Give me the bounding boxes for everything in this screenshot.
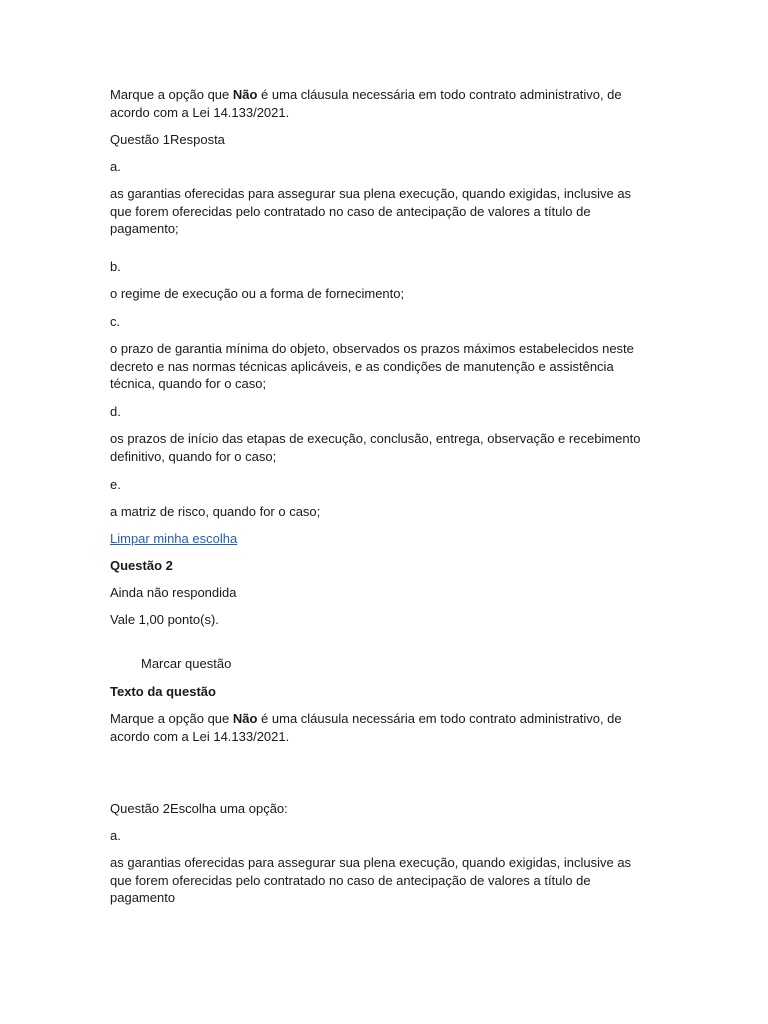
prompt-text: Marque a opção que [110,87,233,102]
option-letter-c[interactable]: c. [110,314,121,329]
prompt-text: Marque a opção que [110,711,233,726]
option-text-d[interactable]: os prazos de início das etapas de execução, conclusão, entrega, observação e recebimento definitivo, quando for o caso; [110,431,641,464]
option-letter-d[interactable]: d. [110,404,121,419]
option-text-e[interactable]: a matriz de risco, quando for o caso; [110,504,321,519]
q2-option-text-a[interactable]: as garantias oferecidas para assegurar sua plena execução, quando exigidas, inclusive as que forem oferecidas pelo contratado no caso de antecipação de valores a título de pagamento [110,855,632,905]
question-text-heading: Texto da questão [110,684,216,699]
option-letter-e[interactable]: e. [110,477,121,492]
prompt-text-rest: é uma cláusula necessária em todo contrato administrativo, de acordo com a Lei 14.133/2021. [110,87,622,120]
prompt-text-rest: é uma cláusula necessária em todo contrato administrativo, de acordo com a Lei 14.133/2021. [110,711,622,744]
prompt-emphasis: Não [232,711,258,726]
question-2-label: Questão 2Escolha uma opção: [110,801,288,816]
option-text-c[interactable]: o prazo de garantia mínima do objeto, observados os prazos máximos estabelecidos neste decreto e nas normas técnicas aplicáveis, e as condições de manutenção e assistência técnica, quando for o caso; [110,341,634,391]
option-text-b[interactable]: o regime de execução ou a forma de fornecimento; [110,286,405,301]
question-1-label: Questão 1Resposta [110,132,225,147]
prompt-emphasis: Não [232,87,258,102]
question-2-points: Vale 1,00 ponto(s). [110,612,219,627]
clear-choice-link[interactable]: Limpar minha escolha [110,531,238,546]
question-2-title: Questão 2 [110,558,173,573]
q2-option-letter-a[interactable]: a. [110,828,121,843]
question-2-prompt [110,710,655,745]
option-text-a[interactable]: as garantias oferecidas para assegurar sua plena execução, quando exigidas, inclusive as que forem oferecidas pelo contratado no caso de antecipação de valores a título de pagamento; [110,186,632,236]
question-1-prompt [110,86,655,121]
question-2-status: Ainda não respondida [110,585,237,600]
option-letter-b[interactable]: b. [110,259,121,274]
option-letter-a[interactable]: a. [110,159,121,174]
flag-question-toggle[interactable]: Marcar questão [141,656,232,671]
